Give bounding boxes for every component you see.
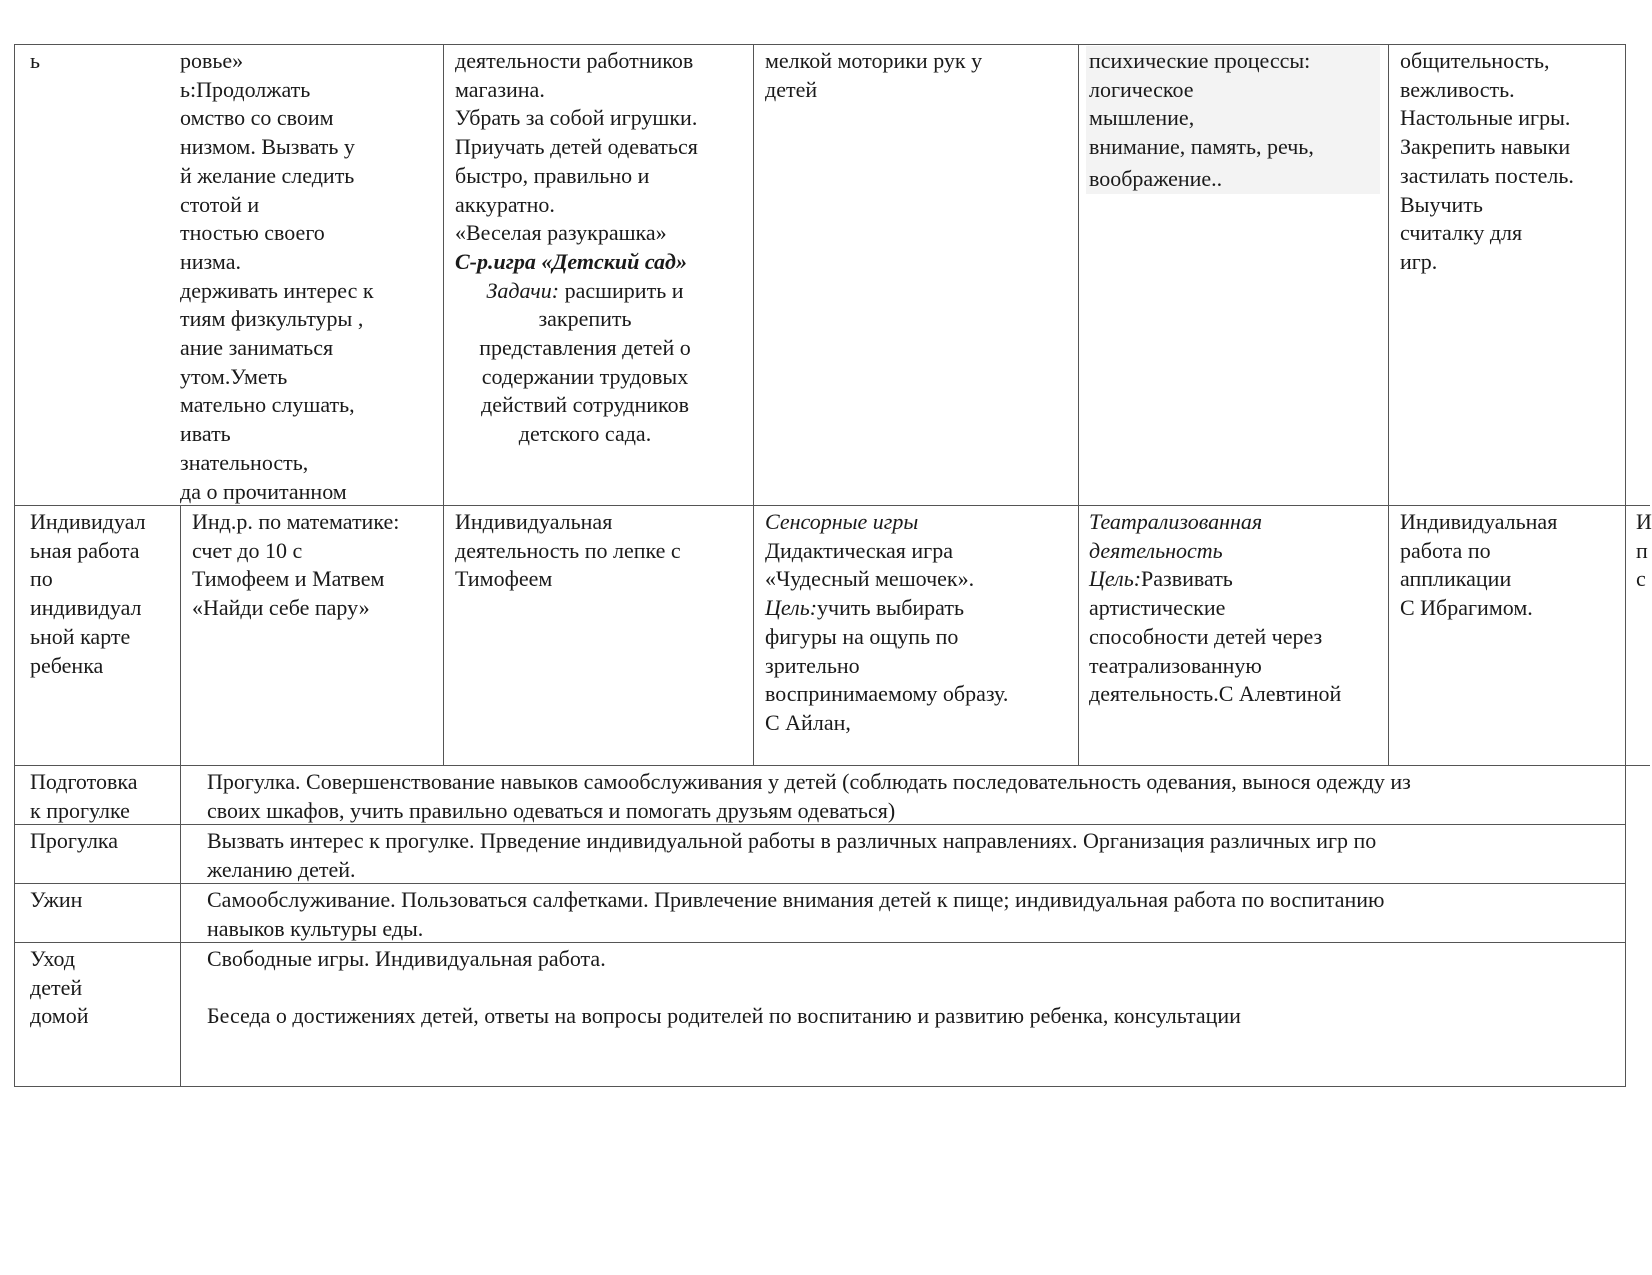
text-line: Самообслуживание. Пользоваться салфетками. Привлечение внимания детей к пище; индивидуальная работа по воспитанию xyxy=(207,887,1385,912)
goal-line xyxy=(1089,565,1381,594)
top-row-col5 xyxy=(1089,47,1379,194)
top-row-col1 xyxy=(30,47,170,76)
text-line: индивидуал xyxy=(30,595,142,621)
text-line: ьная работа xyxy=(30,537,140,563)
text-line: Подготовка xyxy=(30,769,138,794)
text-line: ровье» xyxy=(180,48,244,73)
text-line: стотой и xyxy=(180,191,260,217)
text-line: Убрать за собой игрушки. xyxy=(455,105,698,131)
top-row-col6 xyxy=(1400,47,1622,277)
text-line: И xyxy=(1636,509,1652,534)
text-line: ание заниматься xyxy=(180,335,334,361)
schedule-label-going-home xyxy=(30,945,178,1031)
text-line: считалку для xyxy=(1400,220,1523,246)
individual-row-col5 xyxy=(1089,508,1381,709)
goal-label: Цель: xyxy=(1089,566,1142,592)
text-line: игр. xyxy=(1400,248,1438,274)
text-line: тиям физкультуры , xyxy=(180,306,364,332)
text-line: действий сотрудников xyxy=(481,392,689,418)
text-line: омство со своим xyxy=(180,105,334,131)
text-line: п xyxy=(1636,537,1648,563)
text-line: артистические xyxy=(1089,595,1226,621)
text-line: деятельность.С Алевтиной xyxy=(1089,681,1342,707)
task-line xyxy=(455,277,715,306)
goal-line xyxy=(765,594,1070,623)
text-line: Настольные игры. xyxy=(1400,105,1571,131)
text-line: «Найди себе пару» xyxy=(192,595,370,621)
text-line xyxy=(207,974,1622,1003)
text-line: мышление, xyxy=(1089,105,1195,131)
text-line: Уход xyxy=(30,946,76,971)
text-line: представления детей о xyxy=(479,335,691,361)
text-line: Закрепить навыки xyxy=(1400,134,1571,160)
top-row-col2 xyxy=(180,47,440,506)
text-line: мелкой моторики рук у xyxy=(765,48,983,73)
individual-row-col6 xyxy=(1400,508,1622,623)
text-line: воображение.. xyxy=(1089,165,1223,191)
goal-label: Цель: xyxy=(765,595,818,621)
table-border xyxy=(14,765,1650,766)
goal-text: учить выбирать xyxy=(817,595,965,621)
game-title: С-р.игра «Детский сад» xyxy=(455,248,687,274)
table-border xyxy=(1625,44,1626,1087)
table-border xyxy=(443,44,444,766)
text-line: внимание, память, речь, xyxy=(1089,134,1314,160)
text-line: деятельности работников xyxy=(455,48,694,73)
table-border xyxy=(14,44,1626,45)
text-line: ребенка xyxy=(30,652,104,678)
text-line: театрализованную xyxy=(1089,652,1262,678)
schedule-text-walk-prep xyxy=(207,768,1622,825)
text-line: Выучить xyxy=(1400,191,1483,217)
text-line: мательно слушать, xyxy=(180,392,355,418)
text-line: Прогулка. Совершенствование навыков самообслуживания у детей (соблюдать последовательность одевания, вынося одежду из xyxy=(207,769,1411,794)
text-line: желанию детей. xyxy=(207,856,356,882)
text-line: Тимофеем xyxy=(455,566,553,592)
text-line: Индивидуальная xyxy=(1400,509,1558,534)
text-line: аккуратно. xyxy=(455,191,555,217)
text-line: утом.Уметь xyxy=(180,363,288,389)
individual-row-col4 xyxy=(765,508,1070,738)
text-line: Тимофеем и Матвем xyxy=(192,566,385,592)
top-row-col3 xyxy=(455,47,745,449)
text-line: аппликации xyxy=(1400,566,1512,592)
text-line: фигуры на ощупь по xyxy=(765,623,959,649)
text-line: быстро, правильно и xyxy=(455,162,650,188)
text-line: Инд.р. по математике: xyxy=(192,509,400,534)
text-line: ивать xyxy=(180,421,231,447)
schedule-text-going-home xyxy=(207,945,1622,1031)
text-line: низмом. Вызвать у xyxy=(180,134,355,160)
text-line: С Ибрагимом. xyxy=(1400,595,1533,621)
schedule-text-walk xyxy=(207,827,1622,884)
text-line: детей xyxy=(765,76,818,102)
text-line: способности детей через xyxy=(1089,623,1323,649)
task-label: Задачи: xyxy=(486,277,560,303)
text-line: Свободные игры. Индивидуальная работа. xyxy=(207,946,606,971)
text-line: детей xyxy=(30,974,83,1000)
text-line: работа по xyxy=(1400,537,1491,563)
text-line: магазина. xyxy=(455,76,545,102)
schedule-label-dinner xyxy=(30,886,178,915)
section-title: Театрализованная xyxy=(1089,509,1263,534)
text-line: логическое xyxy=(1089,76,1194,102)
text-line: психические процессы: xyxy=(1089,48,1311,73)
text-line: навыков культуры еды. xyxy=(207,915,424,941)
text-line: вежливость. xyxy=(1400,76,1515,102)
text-line: Индивидуальная xyxy=(455,509,613,534)
text-line: домой xyxy=(30,1003,89,1029)
table-border xyxy=(14,44,15,1087)
top-row-col4 xyxy=(765,47,1070,104)
text-line: Вызвать интерес к прогулке. Прведение индивидуальной работы в различных направлениях. Организация различных игр по xyxy=(207,828,1377,853)
text-line: зрительно xyxy=(765,652,860,678)
table-border xyxy=(753,44,754,766)
text-line: своих шкафов, учить правильно одеваться и помогать друзьям одеваться) xyxy=(207,797,896,823)
text-line: деятельность по лепке с xyxy=(455,537,681,563)
text-line: Индивидуал xyxy=(30,509,146,534)
text-line: ь xyxy=(30,48,41,73)
goal-text: Развивать xyxy=(1141,566,1233,592)
table-border xyxy=(1078,44,1079,766)
text-line: содержании трудовых xyxy=(481,363,689,389)
text-line: воспринимаемому образу. xyxy=(765,681,1009,707)
schedule-text-dinner xyxy=(207,886,1622,943)
individual-row-col2 xyxy=(192,508,440,623)
schedule-label-walk xyxy=(30,827,178,856)
text-line: «Чудесный мешочек». xyxy=(765,566,975,592)
section-title: Сенсорные игры xyxy=(765,509,919,534)
text-line: «Веселая разукрашка» xyxy=(455,220,667,246)
text-line: Беседа о достижениях детей, ответы на вопросы родителей по воспитанию и развитию ребенка, консультации xyxy=(207,1003,1241,1029)
table-border xyxy=(1388,44,1389,766)
text-line: общительность, xyxy=(1400,48,1550,73)
text-line: счет до 10 с xyxy=(192,537,303,563)
individual-row-col3 xyxy=(455,508,745,594)
text-line: по xyxy=(30,566,53,592)
text-line: низма. xyxy=(180,248,241,274)
text-line: ьной карте xyxy=(30,623,131,649)
table-border xyxy=(14,1086,1626,1087)
text-line: Ужин xyxy=(30,887,83,912)
individual-row-label xyxy=(30,508,178,680)
text-line: к прогулке xyxy=(30,797,130,823)
text-line: С Айлан, xyxy=(765,709,851,735)
table-border xyxy=(180,505,181,1087)
section-title: деятельность xyxy=(1089,537,1223,563)
text-line: тностью своего xyxy=(180,220,325,246)
text-line: детского сада. xyxy=(518,421,652,447)
schedule-label-walk-prep xyxy=(30,768,178,825)
text-line: закрепить xyxy=(538,306,632,332)
text-line: знательность, xyxy=(180,449,309,475)
text-line: ь:Продолжать xyxy=(180,76,311,102)
individual-row-col7 xyxy=(1636,508,1650,594)
text-line: держивать интерес к xyxy=(180,277,374,303)
text-line: с xyxy=(1636,566,1646,592)
text-line: Прогулка xyxy=(30,828,119,853)
task-text: расширить и xyxy=(559,277,684,303)
text-line: да о прочитанном xyxy=(180,478,347,504)
text-line: Дидактическая игра xyxy=(765,537,953,563)
text-line: й желание следить xyxy=(180,162,355,188)
text-line: застилать постель. xyxy=(1400,162,1574,188)
text-line: Приучать детей одеваться xyxy=(455,134,698,160)
